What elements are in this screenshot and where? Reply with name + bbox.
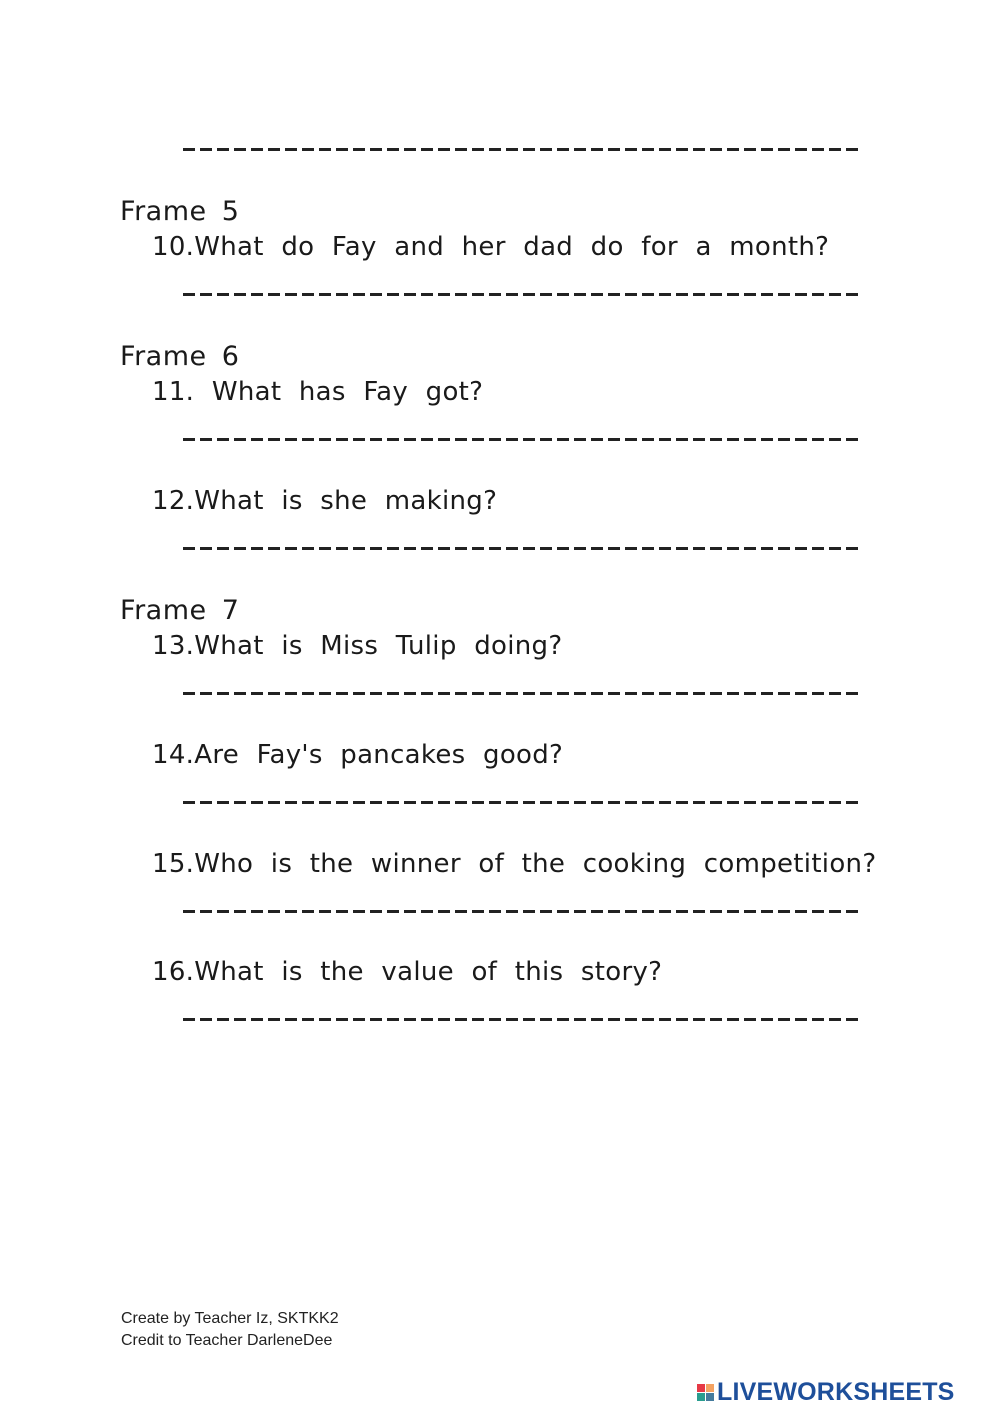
liveworksheets-logo-icon	[697, 1384, 714, 1401]
answer-line-14[interactable]	[183, 801, 861, 804]
question-12: 12.What is she making?	[152, 486, 498, 516]
question-11: 11. What has Fay got?	[152, 377, 484, 407]
answer-line-13[interactable]	[183, 692, 861, 695]
question-15: 15.Who is the winner of the cooking competition?	[152, 849, 877, 879]
footer-creator: Create by Teacher Iz, SKTKK2	[121, 1310, 339, 1327]
answer-line-10[interactable]	[183, 293, 861, 296]
liveworksheets-brand[interactable]	[697, 1378, 955, 1407]
answer-line-16[interactable]	[183, 1018, 861, 1021]
answer-line-12[interactable]	[183, 547, 861, 550]
question-16: 16.What is the value of this story?	[152, 957, 663, 987]
answer-line-11[interactable]	[183, 438, 861, 441]
question-13: 13.What is Miss Tulip doing?	[152, 631, 563, 661]
question-10: 10.What do Fay and her dad do for a month?	[152, 232, 830, 262]
frame-6-heading: Frame 6	[120, 341, 240, 372]
footer-credits	[121, 1308, 339, 1352]
frame-7-heading: Frame 7	[120, 595, 240, 626]
answer-line[interactable]	[183, 148, 861, 151]
answer-line-15[interactable]	[183, 910, 861, 913]
frame-5-heading: Frame 5	[120, 196, 240, 227]
question-14: 14.Are Fay's pancakes good?	[152, 740, 564, 770]
liveworksheets-wordmark: LIVEWORKSHEETS	[717, 1378, 955, 1406]
footer-credit: Credit to Teacher DarleneDee	[121, 1332, 333, 1349]
